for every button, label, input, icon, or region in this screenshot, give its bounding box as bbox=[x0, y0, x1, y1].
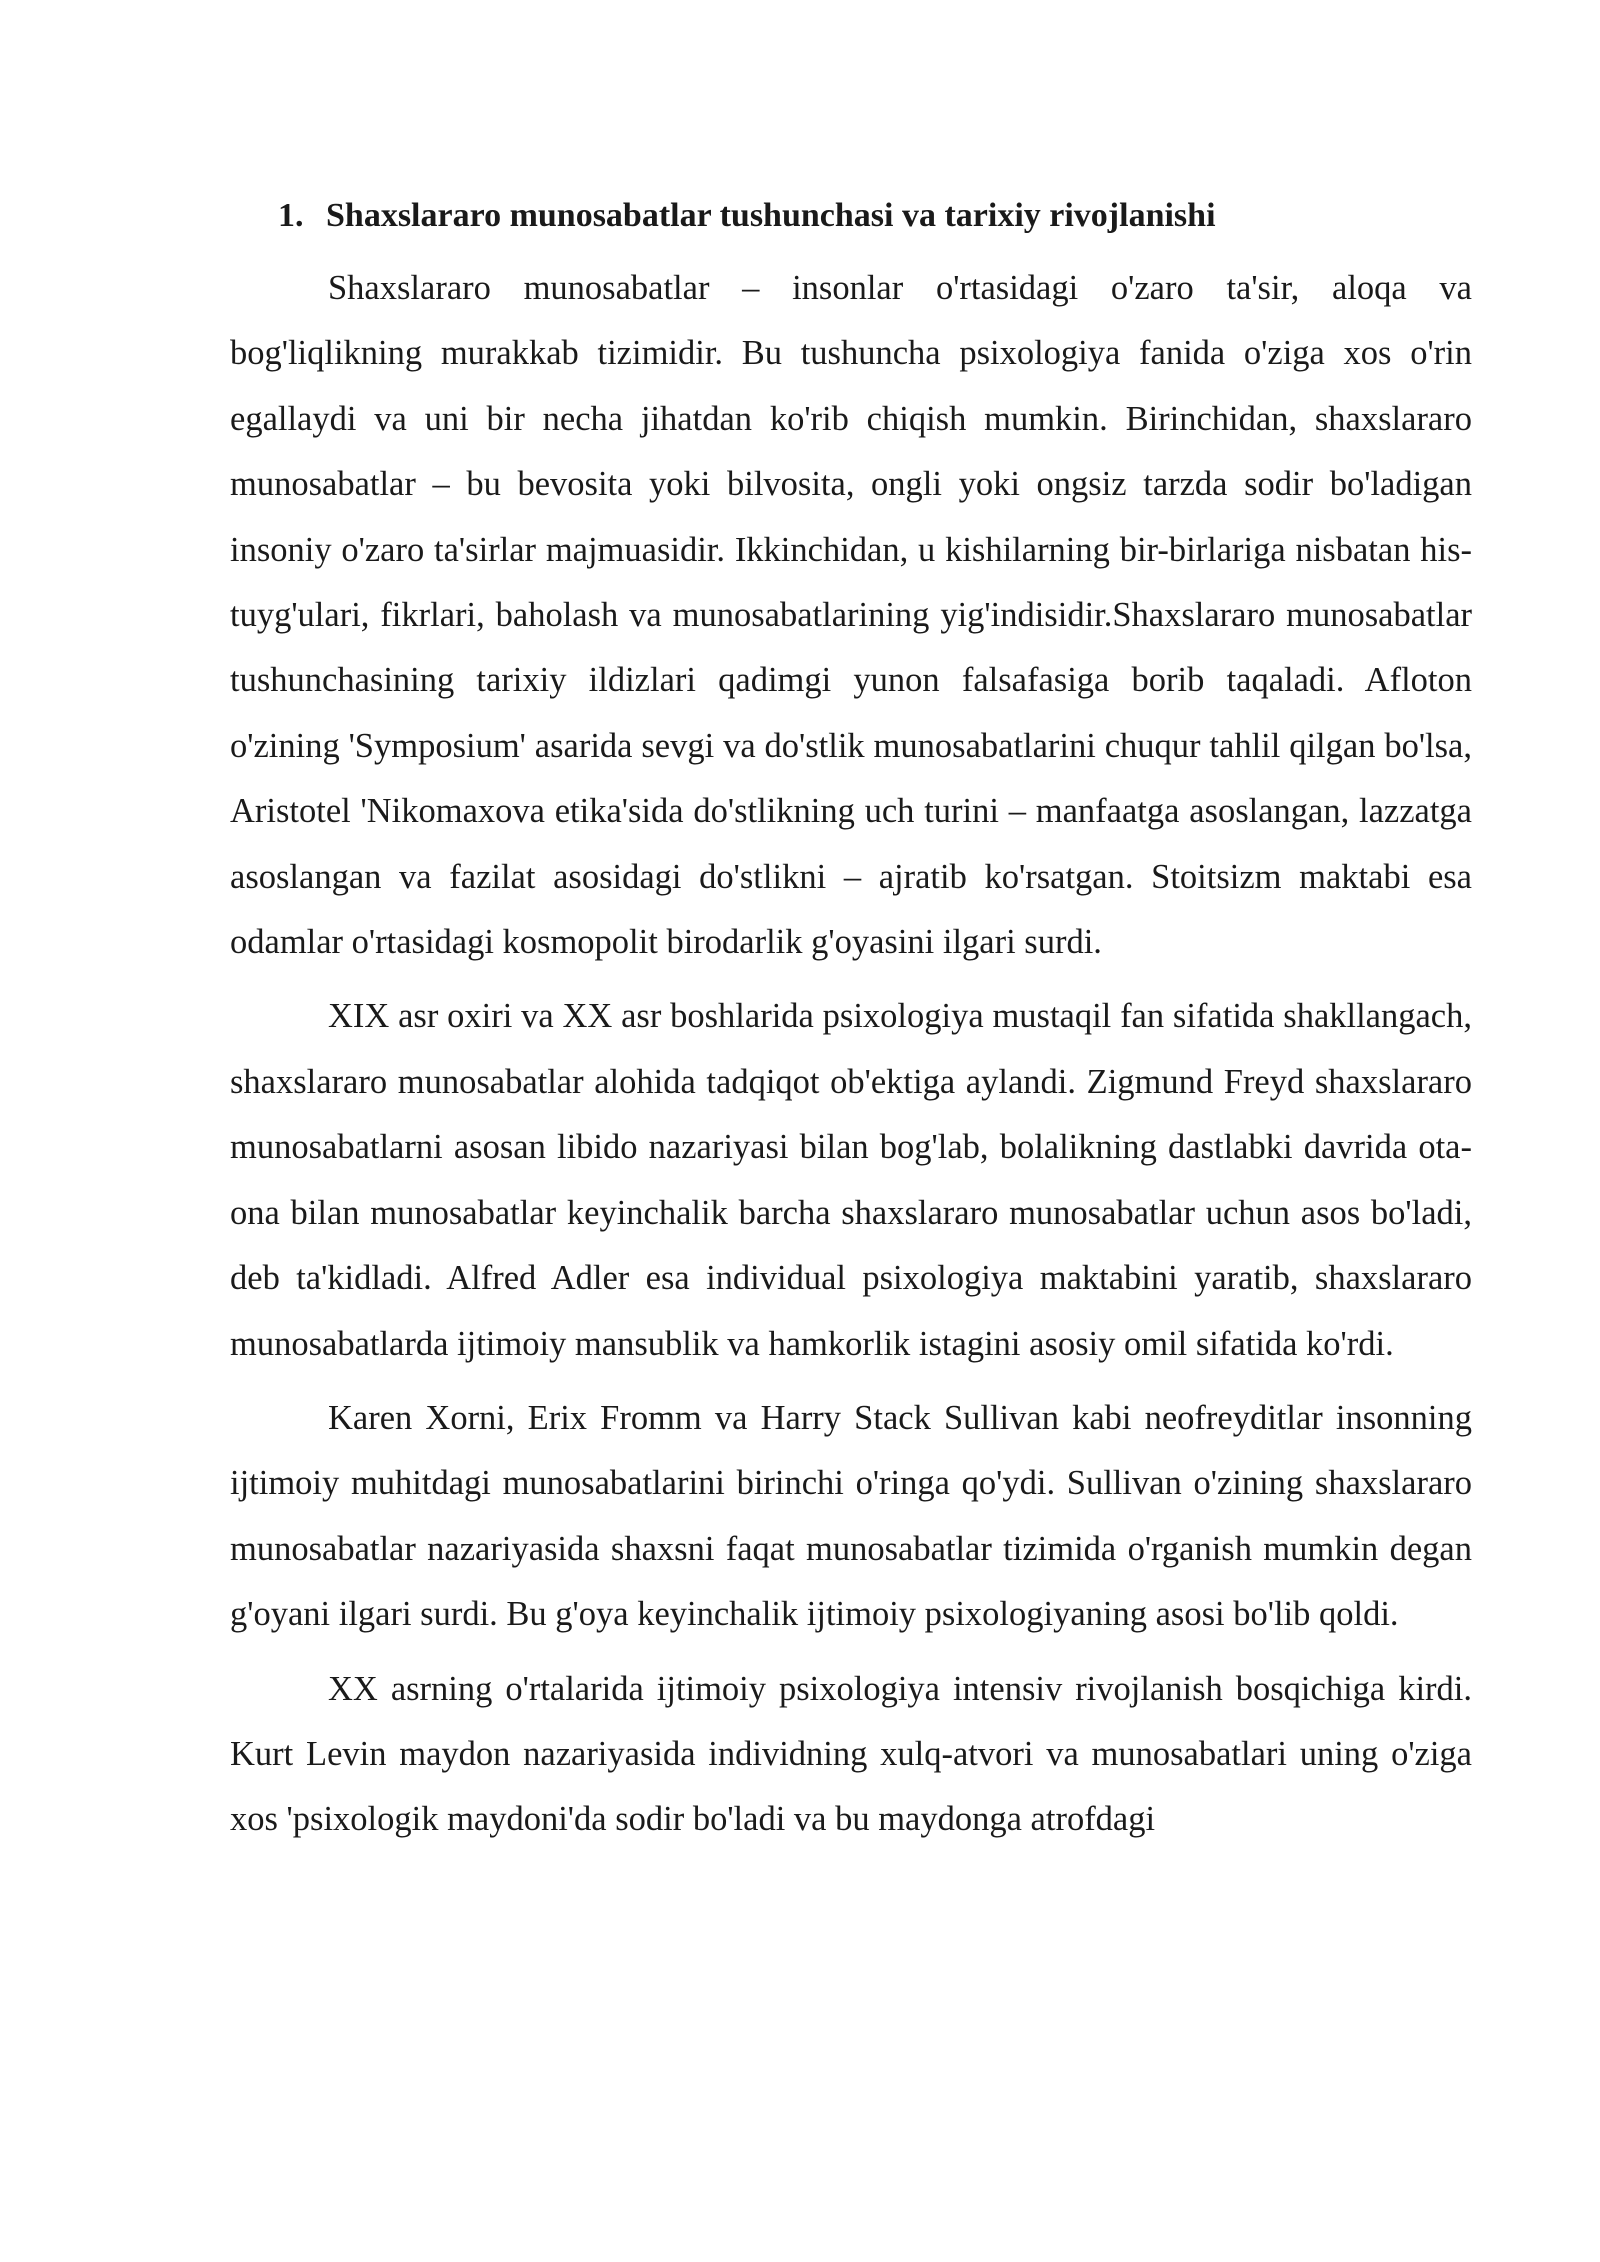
page-content bbox=[230, 190, 1472, 1862]
paragraph-1: Shaxslararo munosabatlar – insonlar o'rtasidagi o'zaro ta'sir, aloqa va bog'liqlikning murakkab tizimidir. Bu tushuncha psixologiya fanida o'ziga xos o'rin egallaydi va uni bir necha jihatdan ko'rib chiqish mumkin. Birinchidan, shaxslararo munosabatlar – bu bevosita yoki bilvosita, ongli yoki ongsiz tarzda sodir bo'ladigan insoniy o'zaro ta'sirlar majmuasidir. Ikkinchidan, u kishilarning bir-birlariga nisbatan his-tuyg'ulari, fikrlari, baholash va munosabatlarining yig'indisidir.Shaxslararo munosabatlar tushunchasining tarixiy ildizlari qadimgi yunon falsafasiga borib taqaladi. Afloton o'zining 'Symposium' asarida sevgi va do'stlik munosabatlarini chuqur tahlil qilgan bo'lsa, Aristotel 'Nikomaxova etika'sida do'stlikning uch turini – manfaatga asoslangan, lazzatga asoslangan va fazilat asosidagi do'stlikni – ajratib ko'rsatgan. Stoitsizm maktabi esa odamlar o'rtasidagi kosmopolit birodarlik g'oyasini ilgari surdi. bbox=[230, 269, 1472, 962]
paragraph-4: XX asrning o'rtalarida ijtimoiy psixologiya intensiv rivojlanish bosqichiga kirdi. Kurt Levin maydon nazariyasida individning xulq-atvori va munosabatlari uning o'ziga xos 'psixologik maydoni'da sodir bo'ladi va bu maydonga atrofdagi bbox=[230, 1669, 1472, 1839]
paragraph-3: Karen Xorni, Erix Fromm va Harry Stack Sullivan kabi neofreyditlar insonning ijtimoiy muhitdagi munosabatlarini birinchi o'ringa qo'ydi. Sullivan o'zining shaxslararo munosabatlar nazariyasida shaxsni faqat munosabatlar tizimida o'rganish mumkin degan g'oyani ilgari surdi. Bu g'oya keyinchalik ijtimoiy psixologiyaning asosi bo'lib qoldi. bbox=[230, 1398, 1472, 1634]
paragraph-2: XIX asr oxiri va XX asr boshlarida psixologiya mustaqil fan sifatida shakllangach, shaxslararo munosabatlar alohida tadqiqot ob'ektiga aylandi. Zigmund Freyd shaxslararo munosabatlarni asosan libido nazariyasi bilan bog'lab, bolalikning dastlabki davrida ota-ona bilan munosabatlar keyinchalik barcha shaxslararo munosabatlar uchun asos bo'ladi, deb ta'kidladi. Alfred Adler esa individual psixologiya maktabini yaratib, shaxslararo munosabatlarda ijtimoiy mansublik va hamkorlik istagini asosiy omil sifatida ko'rdi. bbox=[230, 997, 1472, 1363]
section-title: Shaxslararo munosabatlar tushunchasi va tarixiy rivojlanishi bbox=[326, 197, 1216, 234]
section-heading bbox=[278, 190, 1472, 242]
section-number: 1. bbox=[278, 197, 304, 234]
